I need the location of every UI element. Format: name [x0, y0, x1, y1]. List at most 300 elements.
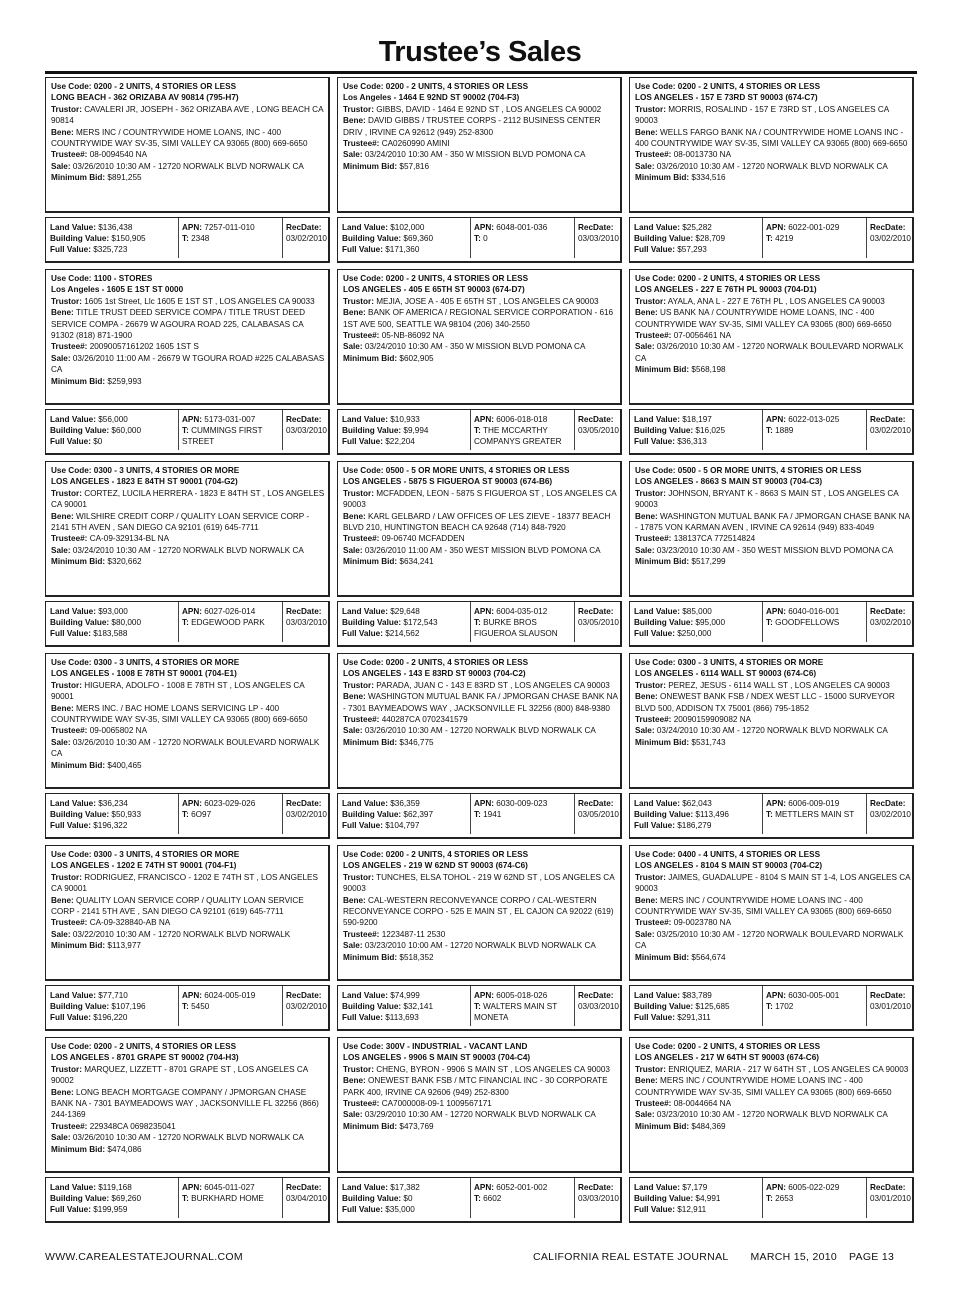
recdate-value: 03/02/2010	[870, 810, 911, 819]
tract-label: T:	[474, 426, 481, 435]
beneficiary	[51, 895, 328, 918]
sale-info-value: 03/26/2010 10:30 AM - 12720 NORWALK BLVD NORWALK CA	[364, 726, 596, 736]
value-table	[45, 409, 330, 455]
beneficiary-value: QUALITY LOAN SERVICE CORP / QUALITY LOAN SERVICE CORP - 2141 5TH AVE , SAN DIEGO CA 92101 (619) 645-7711	[51, 895, 304, 917]
title-rule	[45, 71, 917, 74]
minimum-bid-value: $334,516	[691, 173, 726, 183]
full-value	[50, 820, 174, 831]
recdate-column	[574, 602, 626, 642]
sale-info	[343, 149, 620, 160]
minimum-bid-label: Minimum Bid:	[343, 557, 398, 567]
listing-card	[45, 269, 332, 457]
sale-info-label: Sale:	[51, 161, 71, 171]
value-column	[342, 1182, 466, 1215]
beneficiary-label: Bene:	[635, 127, 658, 137]
beneficiary	[343, 895, 620, 929]
apn-column	[470, 218, 574, 258]
minimum-bid	[343, 353, 620, 364]
full-value-value: $36,313	[677, 437, 707, 446]
trustor	[343, 488, 620, 511]
listing-details	[629, 77, 914, 213]
value-table	[337, 409, 622, 455]
apn-label: APN:	[474, 991, 495, 1000]
trustor-label: Trustor:	[343, 872, 374, 882]
sale-info	[51, 737, 328, 760]
apn-value: 6030-005-001	[788, 991, 840, 1000]
apn	[766, 222, 866, 233]
recdate-label: RecDate:	[286, 607, 322, 616]
page-title: Trustee’s Sales	[378, 36, 582, 68]
sale-info-value: 03/26/2010 11:00 AM - 350 WEST MISSION BLVD POMONA CA	[364, 545, 601, 555]
recdate-value: 03/03/2010	[286, 618, 327, 627]
trustor-label: Trustor:	[343, 680, 374, 690]
full-value	[50, 628, 174, 639]
apn-value: 6006-018-018	[496, 415, 548, 424]
minimum-bid-value: $346,775	[399, 737, 434, 747]
apn-value: 6023-029-026	[204, 799, 256, 808]
building-value	[634, 233, 758, 244]
recdate-label: RecDate:	[870, 1183, 906, 1192]
building-value	[342, 425, 466, 436]
value-column	[634, 414, 758, 447]
sale-info	[635, 161, 912, 172]
trustee-number-label: Trustee#:	[635, 1099, 672, 1109]
apn-value: 6022-013-025	[788, 415, 840, 424]
value-column	[342, 606, 466, 639]
recdate-value: 03/02/2010	[286, 1002, 327, 1011]
property-address: Los Angeles - 1464 E 92ND ST 90002 (704-F3)	[343, 93, 520, 103]
use-code: Use Code: 0500 - 5 OR MORE UNITS, 4 STORIES OR LESS	[343, 466, 570, 475]
property-address: LOS ANGELES - 8663 S MAIN ST 90003 (704-C3)	[635, 477, 823, 487]
apn	[182, 1182, 282, 1193]
use-code: Use Code: 0300 - 3 UNITS, 4 STORIES OR MORE	[51, 850, 240, 859]
trustee-number-label: Trustee#:	[635, 534, 672, 544]
minimum-bid	[51, 1144, 328, 1155]
beneficiary	[343, 511, 620, 534]
trustor	[51, 872, 328, 895]
sale-info-value: 03/24/2010 10:30 AM - 350 W MISSION BLVD POMONA CA	[364, 150, 586, 160]
sale-info-label: Sale:	[51, 929, 71, 939]
beneficiary-value: WASHINGTON MUTUAL BANK FA / JPMORGAN CHASE BANK NA - 17875 VON KARMAN AVEN , IRVINE CA 92614 (949) 833-4049	[635, 511, 910, 533]
tract-value: 2653	[775, 1194, 794, 1203]
tract-label: T:	[182, 1194, 189, 1203]
trustee-number-value: 09-0065802 NA	[89, 726, 148, 736]
value-table	[629, 601, 914, 647]
land-value-value: $83,789	[682, 991, 712, 1000]
apn-value: 6004-035-012	[496, 607, 548, 616]
beneficiary-value: MERS INC / COUNTRYWIDE HOME LOANS INC - 400 COUNTRYWIDE WAY SV-35, SIMI VALLEY CA 93065 (800) 669-6650	[635, 895, 892, 917]
use-code: Use Code: 0200 - 2 UNITS, 4 STORIES OR LESS	[635, 274, 821, 283]
land-value-value: $62,043	[682, 799, 712, 808]
building-value-label: Building Value:	[50, 618, 110, 627]
recdate-label: RecDate:	[286, 415, 322, 424]
trustee-number	[635, 714, 912, 725]
tract-value: EDGEWOOD PARK	[191, 618, 265, 627]
land-value-label: Land Value:	[50, 799, 96, 808]
apn-value: 6024-005-019	[204, 991, 256, 1000]
recdate-value: 03/02/2010	[870, 234, 911, 243]
land-value-label: Land Value:	[50, 415, 96, 424]
trustee-number-value: CA-09-328840-AB NA	[89, 918, 171, 928]
tract-label: T:	[474, 1002, 481, 1011]
trustee-number	[343, 533, 620, 544]
land-value-label: Land Value:	[342, 223, 388, 232]
sale-info	[635, 725, 912, 736]
building-value-value: $62,397	[403, 810, 434, 819]
trustor-label: Trustor:	[51, 872, 82, 882]
sale-info-label: Sale:	[51, 353, 71, 363]
beneficiary-value: WELLS FARGO BANK NA / COUNTRYWIDE HOME LOANS INC - 400 COUNTRYWIDE WAY SV-35, SIMI VALLEY CA 93065 (800) 669-6650	[635, 127, 908, 149]
building-value-label: Building Value:	[342, 618, 402, 627]
full-value-label: Full Value:	[50, 1205, 91, 1214]
beneficiary-label: Bene:	[51, 127, 74, 137]
minimum-bid-label: Minimum Bid:	[635, 952, 690, 962]
recdate-value: 03/05/2010	[578, 618, 619, 627]
recdate-column	[574, 218, 626, 258]
apn-column	[470, 986, 574, 1026]
sale-info-label: Sale:	[343, 342, 363, 352]
trustor-label: Trustor:	[51, 1064, 82, 1074]
value-table	[629, 793, 914, 839]
minimum-bid	[343, 952, 620, 963]
recdate-column	[866, 602, 918, 642]
apn-value: 7257-011-010	[204, 223, 255, 232]
apn	[474, 414, 574, 425]
recdate-value: 03/02/2010	[286, 810, 327, 819]
trustor-value: PEREZ, JESUS - 6114 WALL ST , LOS ANGELES CA 90003	[668, 680, 890, 690]
trustor-label: Trustor:	[51, 104, 82, 114]
land-value	[50, 414, 174, 425]
building-value-value: $28,709	[695, 234, 726, 243]
listings-grid	[45, 77, 917, 1229]
land-value-label: Land Value:	[634, 991, 680, 1000]
beneficiary-label: Bene:	[343, 308, 366, 318]
apn-label: APN:	[182, 607, 203, 616]
land-value	[50, 222, 174, 233]
listing-card	[45, 845, 332, 1033]
full-value-value: $57,293	[677, 245, 707, 254]
sale-info-value: 03/26/2010 10:30 AM - 12720 NORWALK BOULEVARD NORWALK CA	[51, 737, 320, 759]
sale-info	[51, 161, 328, 172]
recdate-label: RecDate:	[870, 607, 906, 616]
trustor-value: CHENG, BYRON - 9906 S MAIN ST , LOS ANGELES CA 90003	[376, 1064, 610, 1074]
apn-column	[178, 218, 282, 258]
land-value	[342, 414, 466, 425]
listing-row	[45, 77, 917, 269]
use-code: Use Code: 0500 - 5 OR MORE UNITS, 4 STORIES OR LESS	[635, 466, 862, 475]
land-value-value: $136,438	[98, 223, 133, 232]
recdate-value: 03/05/2010	[578, 426, 619, 435]
footer-info	[533, 1251, 894, 1263]
use-code: Use Code: 0200 - 2 UNITS, 4 STORIES OR LESS	[51, 82, 237, 91]
recdate-column	[866, 794, 918, 834]
building-value-label: Building Value:	[50, 810, 110, 819]
land-value	[342, 1182, 466, 1193]
full-value	[342, 820, 466, 831]
recdate-value: 03/02/2010	[286, 234, 327, 243]
recdate-label: RecDate:	[870, 223, 906, 232]
trustee-number-label: Trustee#:	[51, 1121, 88, 1131]
apn-column	[178, 602, 282, 642]
listing-card	[45, 461, 332, 649]
apn	[474, 990, 574, 1001]
minimum-bid-value: $518,352	[399, 952, 434, 962]
trustor-label: Trustor:	[635, 296, 666, 306]
trustee-number-label: Trustee#:	[343, 929, 380, 939]
land-value-value: $18,197	[682, 415, 712, 424]
tract	[474, 425, 574, 447]
land-value-label: Land Value:	[634, 607, 680, 616]
tract-label: T:	[474, 234, 481, 243]
land-value-value: $77,710	[98, 991, 128, 1000]
property-address: LOS ANGELES - 227 E 76TH PL 90003 (704-D1)	[635, 285, 817, 295]
trustee-number-value: 440287CA 0702341579	[381, 715, 468, 725]
sale-info	[635, 929, 912, 952]
property-address: LOS ANGELES - 8701 GRAPE ST 90002 (704-H3)	[51, 1053, 239, 1063]
recdate-value: 03/03/2010	[578, 1002, 619, 1011]
value-column	[50, 798, 174, 831]
beneficiary	[635, 511, 912, 534]
minimum-bid-label: Minimum Bid:	[51, 941, 106, 951]
land-value-label: Land Value:	[342, 607, 388, 616]
sale-info-label: Sale:	[343, 726, 363, 736]
listing-card	[337, 845, 624, 1033]
sale-info-label: Sale:	[343, 941, 363, 951]
sale-info	[635, 545, 912, 556]
recdate-column	[866, 218, 918, 258]
recdate-value: 03/03/2010	[286, 426, 327, 435]
full-value-value: $196,220	[93, 1013, 128, 1022]
tract-value: CUMMINGS FIRST STREET	[182, 426, 263, 446]
land-value-label: Land Value:	[634, 1183, 680, 1192]
beneficiary-value: US BANK NA / COUNTRYWIDE HOME LOANS, INC - 400 COUNTRYWIDE WAY SV-35, SIMI VALLEY CA 93065 (800) 669-6650	[635, 308, 892, 329]
apn	[766, 798, 866, 809]
full-value-label: Full Value:	[342, 437, 383, 446]
trustee-number-label: Trustee#:	[51, 150, 88, 160]
minimum-bid-value: $113,977	[107, 941, 141, 951]
tract-value: 2348	[191, 234, 210, 243]
trustor	[51, 488, 328, 511]
trustor-value: JOHNSON, BRYANT K - 8663 S MAIN ST , LOS ANGELES CA 90003	[635, 488, 899, 510]
land-value-label: Land Value:	[634, 223, 680, 232]
full-value-value: $325,723	[93, 245, 128, 254]
trustee-number	[635, 330, 912, 341]
beneficiary	[51, 127, 328, 150]
building-value	[634, 809, 758, 820]
full-value	[342, 1204, 466, 1215]
minimum-bid	[635, 556, 912, 567]
value-column	[634, 606, 758, 639]
trustor	[51, 1064, 328, 1087]
full-value-label: Full Value:	[342, 821, 383, 830]
beneficiary	[343, 115, 620, 138]
full-value-label: Full Value:	[342, 245, 383, 254]
trustor	[343, 872, 620, 895]
listing-card	[629, 269, 916, 457]
value-column	[50, 990, 174, 1023]
trustee-number	[343, 138, 620, 149]
building-value-value: $125,685	[695, 1002, 730, 1011]
trustee-number	[51, 341, 328, 352]
value-column	[50, 606, 174, 639]
apn-label: APN:	[766, 223, 787, 232]
building-value-label: Building Value:	[50, 1002, 110, 1011]
full-value-label: Full Value:	[634, 1013, 675, 1022]
building-value	[634, 1193, 758, 1204]
land-value-value: $10,933	[390, 415, 420, 424]
beneficiary-label: Bene:	[635, 308, 658, 318]
land-value	[634, 1182, 758, 1193]
trustee-number-value: 07-0056461 NA	[673, 331, 732, 341]
land-value-label: Land Value:	[342, 799, 388, 808]
full-value-label: Full Value:	[50, 821, 91, 830]
full-value-value: $291,311	[677, 1013, 711, 1022]
apn-value: 6048-001-036	[496, 223, 548, 232]
tract	[182, 1001, 282, 1012]
minimum-bid-label: Minimum Bid:	[635, 557, 690, 567]
full-value	[50, 436, 174, 447]
sale-info-value: 03/26/2010 10:30 AM - 12720 NORWALK BLVD NORWALK CA	[656, 161, 888, 171]
land-value-value: $102,000	[390, 223, 425, 232]
apn-label: APN:	[474, 799, 495, 808]
building-value	[342, 809, 466, 820]
full-value	[634, 436, 758, 447]
minimum-bid-label: Minimum Bid:	[51, 376, 106, 386]
trustor	[343, 680, 620, 691]
minimum-bid-label: Minimum Bid:	[51, 173, 106, 183]
beneficiary	[343, 691, 620, 714]
value-column	[634, 990, 758, 1023]
minimum-bid-value: $474,086	[107, 1144, 142, 1154]
beneficiary-value: DAVID GIBBS / TRUSTEE CORPS - 2112 BUSINESS CENTER DRIV , IRVINE CA 92612 (949) 252-8300	[343, 116, 601, 137]
beneficiary-value: WASHINGTON MUTUAL BANK FA / JPMORGAN CHASE BANK NA - 7301 BAYMEADOWS WAY , JACKSONVILLE FL 32256 (800) 848-9380	[343, 692, 618, 713]
apn-value: 6006-009-019	[788, 799, 840, 808]
sale-info-value: 03/26/2010 11:00 AM - 26679 W TGOURA ROAD #225 CALABASAS CA	[51, 353, 325, 375]
tract-label: T:	[474, 1194, 481, 1203]
listing-details	[45, 77, 330, 213]
beneficiary	[343, 307, 620, 330]
listing-details	[629, 461, 914, 597]
trustee-number-value: 05-NB-86092 NA	[381, 331, 445, 341]
trustor-label: Trustor:	[343, 1064, 374, 1074]
footer-website[interactable]: WWW.CAREALESTATEJOURNAL.COM	[45, 1251, 243, 1263]
land-value	[50, 606, 174, 617]
trustor-value: TUNCHES, ELSA TOHOL - 219 W 62ND ST , LOS ANGELES CA 90003	[343, 872, 615, 894]
apn	[474, 798, 574, 809]
trustor-value: MEJIA, JOSE A - 405 E 65TH ST , LOS ANGELES CA 90003	[376, 296, 599, 306]
value-column	[634, 798, 758, 831]
apn-column	[762, 794, 866, 834]
beneficiary	[51, 307, 328, 341]
trustor-value: MARQUEZ, LIZZETT - 8701 GRAPE ST , LOS ANGELES CA 90002	[51, 1064, 308, 1086]
apn	[182, 414, 282, 425]
tract-value: 0	[483, 234, 488, 243]
full-value-label: Full Value:	[342, 1205, 383, 1214]
minimum-bid-value: $484,369	[691, 1121, 726, 1131]
beneficiary	[51, 1087, 328, 1121]
full-value	[342, 628, 466, 639]
building-value-value: $80,000	[111, 618, 142, 627]
beneficiary	[51, 703, 328, 726]
apn-column	[762, 986, 866, 1026]
trustor	[51, 680, 328, 703]
minimum-bid-label: Minimum Bid:	[343, 952, 398, 962]
trustor-value: HIGUERA, ADOLFO - 1008 E 78TH ST , LOS ANGELES CA 90001	[51, 680, 305, 702]
value-column	[342, 222, 466, 255]
sale-info-label: Sale:	[635, 726, 655, 736]
minimum-bid	[51, 556, 328, 567]
building-value	[634, 425, 758, 436]
land-value	[634, 798, 758, 809]
full-value	[50, 244, 174, 255]
sale-info-value: 03/23/2010 10:00 AM - 12720 NORWALK BLVD NORWALK CA	[364, 941, 596, 951]
minimum-bid-value: $531,743	[691, 737, 726, 747]
recdate-column	[282, 602, 334, 642]
sale-info-label: Sale:	[51, 1133, 71, 1143]
trustee-number-label: Trustee#:	[343, 139, 380, 149]
trustee-number-label: Trustee#:	[635, 331, 672, 341]
use-code: Use Code: 0300 - 3 UNITS, 4 STORIES OR MORE	[51, 658, 240, 667]
trustee-number	[343, 714, 620, 725]
minimum-bid-label: Minimum Bid:	[343, 737, 398, 747]
trustor-label: Trustor:	[635, 680, 666, 690]
tract-value: 5450	[191, 1002, 210, 1011]
land-value-label: Land Value:	[342, 991, 388, 1000]
sale-info	[51, 353, 328, 376]
trustee-number-value: 229348CA 0698235041	[89, 1121, 176, 1131]
trustee-number	[343, 330, 620, 341]
trustor-value: MCFADDEN, LEON - 5875 S FIGUEROA ST , LOS ANGELES CA 90003	[343, 488, 617, 510]
sale-info-value: 03/29/2010 10:30 AM - 12720 NORWALK BLVD NORWALK CA	[364, 1110, 596, 1120]
apn	[474, 606, 574, 617]
land-value	[634, 606, 758, 617]
apn	[766, 606, 866, 617]
tract-value: 6602	[483, 1194, 502, 1203]
trustor-value: ENRIQUEZ, MARIA - 217 W 64TH ST , LOS ANGELES CA 90003	[668, 1064, 909, 1074]
apn	[766, 990, 866, 1001]
apn-label: APN:	[474, 415, 495, 424]
building-value	[342, 617, 466, 628]
sale-info	[51, 929, 328, 940]
apn-column	[470, 1178, 574, 1218]
footer-page: PAGE 13	[849, 1251, 895, 1263]
building-value-label: Building Value:	[342, 1194, 402, 1203]
sale-info	[343, 1109, 620, 1120]
tract-label: T:	[182, 618, 189, 627]
recdate-label: RecDate:	[578, 223, 614, 232]
minimum-bid-value: $400,465	[107, 760, 142, 770]
apn-label: APN:	[766, 415, 787, 424]
listing-details	[629, 653, 914, 789]
minimum-bid	[635, 952, 912, 963]
apn-label: APN:	[182, 799, 203, 808]
property-address: LOS ANGELES - 157 E 73RD ST 90003 (674-C7)	[635, 93, 818, 103]
property-address: LOS ANGELES - 8104 S MAIN ST 90003 (704-C2)	[635, 861, 823, 871]
value-table	[337, 217, 622, 263]
use-code: Use Code: 0400 - 4 UNITS, 4 STORIES OR LESS	[635, 850, 821, 859]
trustor-value: CAVALERI JR, JOSEPH - 362 ORIZABA AVE , LONG BEACH CA 90814	[51, 104, 324, 126]
property-address: LOS ANGELES - 9906 S MAIN ST 90003 (704-C4)	[343, 1053, 531, 1063]
trustor-value: AYALA, ANA L - 227 E 76TH PL , LOS ANGELES CA 90003	[667, 296, 885, 306]
trustee-number	[635, 917, 912, 928]
recdate-value: 03/03/2010	[578, 234, 619, 243]
land-value-value: $85,000	[682, 607, 712, 616]
trustee-number-value: CA7000008-09-1 1009567171	[381, 1099, 492, 1109]
sale-info	[51, 545, 328, 556]
tract-label: T:	[766, 234, 773, 243]
minimum-bid	[635, 737, 912, 748]
listing-card	[337, 653, 624, 841]
